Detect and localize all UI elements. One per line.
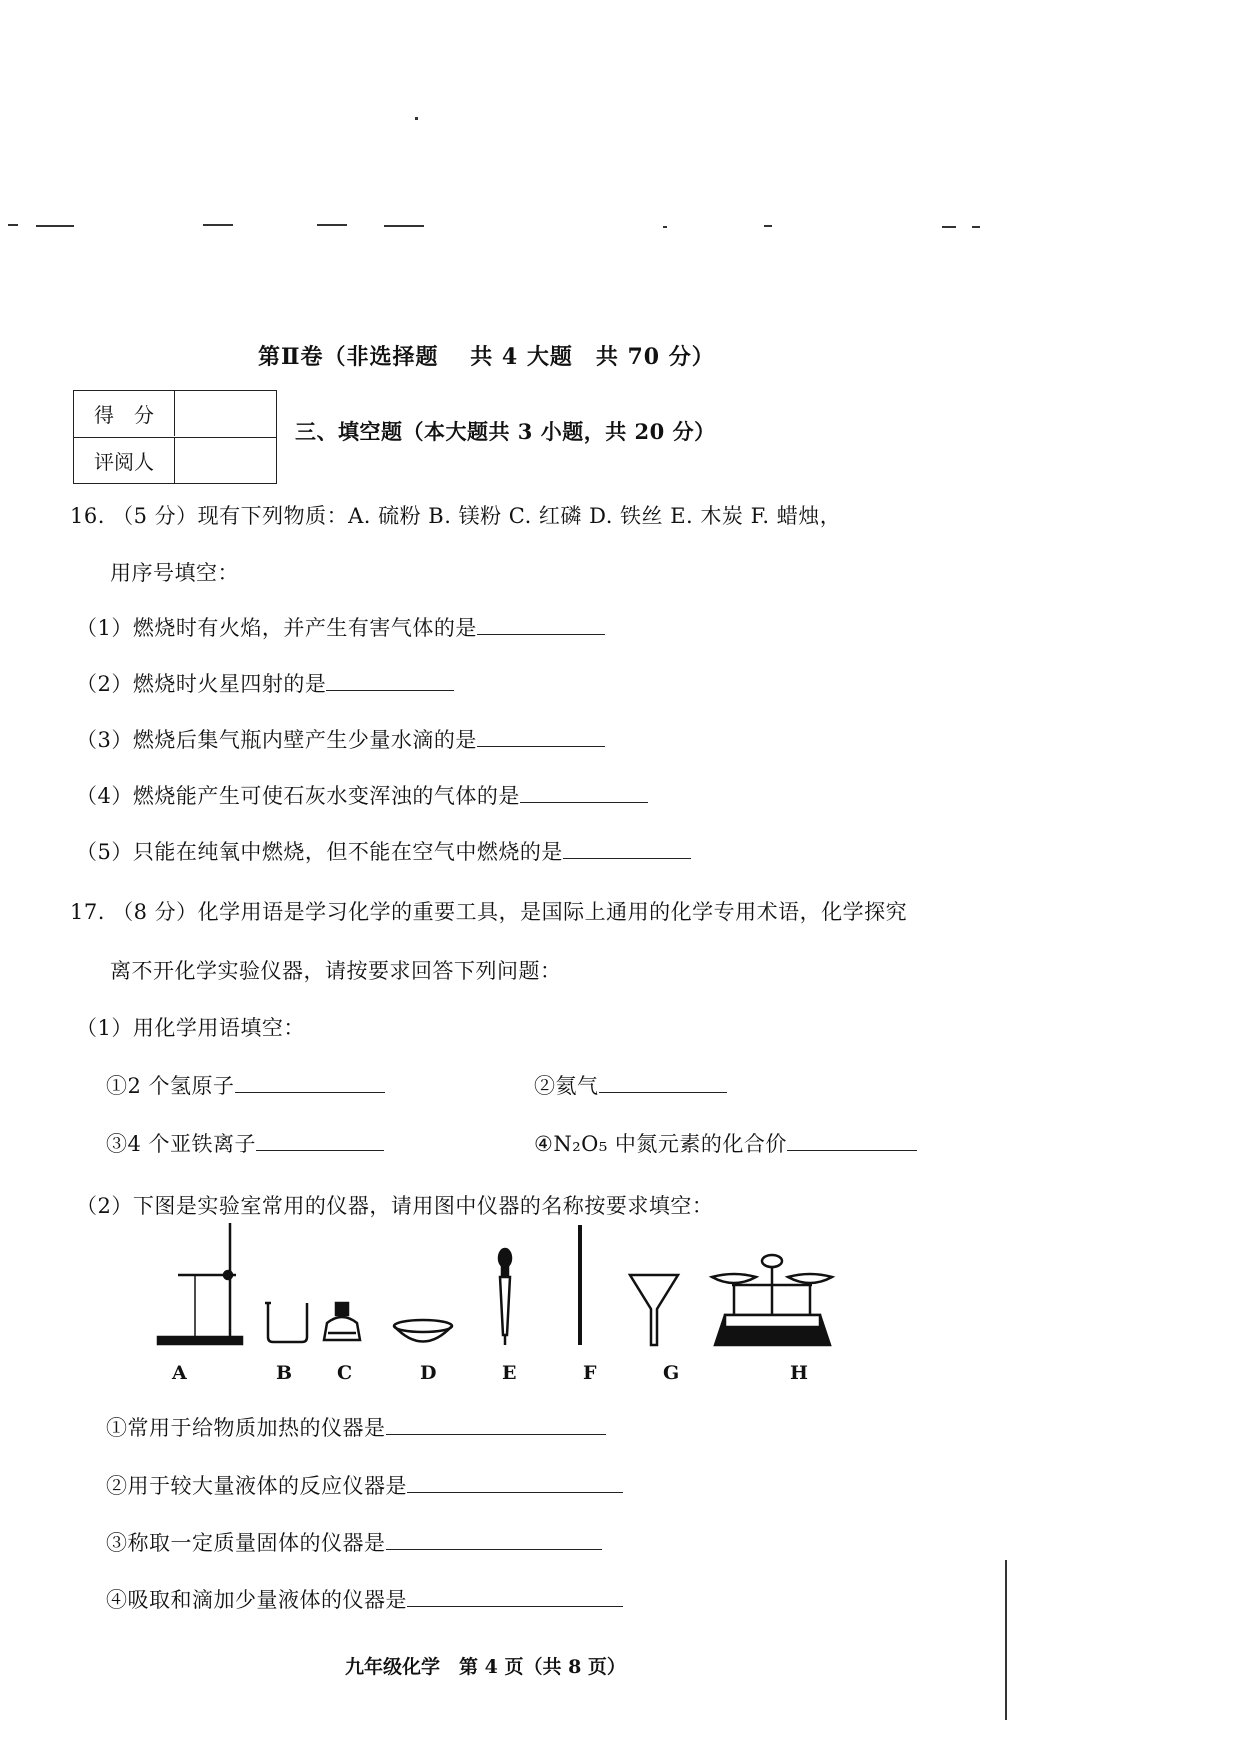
apparatus-label-f: F xyxy=(583,1362,597,1384)
q16-item-1 xyxy=(76,612,605,642)
alcohol-lamp-drawing xyxy=(324,1303,360,1340)
q17-fill-2 xyxy=(534,1070,727,1100)
q17-q4-text: ④吸取和滴加少量液体的仪器是 xyxy=(106,1588,407,1612)
q17-stem: 17. （8 分）化学用语是学习化学的重要工具，是国际上通用的化学专用术语，化学探究 xyxy=(70,900,908,924)
answer-blank[interactable] xyxy=(520,782,648,803)
q17-sub1: （1）用化学用语填空： xyxy=(76,1016,305,1040)
q17-q3-text: ③称取一定质量固体的仪器是 xyxy=(106,1531,386,1555)
scan-mark xyxy=(36,225,74,227)
q16-item-2-text: （2）燃烧时火星四射的是 xyxy=(76,672,327,696)
beaker-drawing xyxy=(265,1303,307,1342)
answer-blank[interactable] xyxy=(787,1130,917,1151)
q17-fill-3-text: ③4 个亚铁离子 xyxy=(106,1132,257,1156)
answer-blank[interactable] xyxy=(235,1072,385,1093)
scan-mark xyxy=(972,226,980,228)
score-label: 得 分 xyxy=(74,391,175,436)
apparatus-label-a: A xyxy=(172,1362,187,1384)
apparatus-label-g: G xyxy=(663,1362,680,1384)
scan-mark xyxy=(8,224,18,226)
q17-fill-4-text: ④N₂O₅ 中氮元素的化合价 xyxy=(534,1132,787,1156)
apparatus-label-d: D xyxy=(420,1362,437,1384)
apparatus-label-c: C xyxy=(337,1362,353,1384)
q17-q1 xyxy=(106,1412,606,1442)
dropper-drawing xyxy=(499,1249,511,1345)
answer-blank[interactable] xyxy=(563,838,691,859)
score-row xyxy=(74,391,276,436)
q16-item-5-text: （5）只能在纯氧中燃烧，但不能在空气中燃烧的是 xyxy=(76,840,563,864)
score-box xyxy=(73,390,277,484)
q17-fill-2-text: ②氦气 xyxy=(534,1074,599,1098)
q17-fill-3 xyxy=(106,1128,384,1158)
q17-stem-cont: 离不开化学实验仪器，请按要求回答下列问题： xyxy=(110,959,562,983)
scan-mark xyxy=(942,226,956,228)
q17-fill-4 xyxy=(534,1128,917,1158)
evaporating-dish-drawing xyxy=(394,1320,452,1342)
section-title: 第Ⅱ卷（非选择题 共 4 大题 共 70 分） xyxy=(258,344,715,370)
q16-stem-cont: 用序号填空： xyxy=(110,561,239,585)
q16-stem: 16. （5 分）现有下列物质：A. 硫粉 B. 镁粉 C. 红磷 D. 铁丝 E. 木炭 F. 蜡烛， xyxy=(70,504,842,528)
answer-blank[interactable] xyxy=(326,670,454,691)
answer-blank[interactable] xyxy=(407,1586,623,1607)
scan-mark xyxy=(415,117,418,120)
q16-item-2 xyxy=(76,668,454,698)
q17-q1-text: ①常用于给物质加热的仪器是 xyxy=(106,1416,386,1440)
scan-mark xyxy=(317,224,347,226)
answer-blank[interactable] xyxy=(407,1472,623,1493)
part3-title: 三、填空题（本大题共 3 小题，共 20 分） xyxy=(295,419,716,444)
reviewer-label: 评阅人 xyxy=(74,438,175,483)
q17-q2 xyxy=(106,1470,623,1500)
scan-mark xyxy=(384,225,424,227)
apparatus-figure xyxy=(140,1215,900,1360)
scan-edge xyxy=(1005,1560,1007,1720)
apparatus-label-e: E xyxy=(502,1362,517,1384)
balance-drawing xyxy=(712,1255,832,1345)
q17-fill-1-text: ①2 个氢原子 xyxy=(106,1074,235,1098)
apparatus-label-b: B xyxy=(276,1362,293,1384)
iron-stand-drawing xyxy=(158,1223,242,1344)
scan-mark xyxy=(663,226,667,228)
q17-q2-text: ②用于较大量液体的反应仪器是 xyxy=(106,1474,407,1498)
answer-blank[interactable] xyxy=(477,726,605,747)
q17-q4 xyxy=(106,1584,623,1614)
answer-blank[interactable] xyxy=(599,1072,727,1093)
q16-item-1-text: （1）燃烧时有火焰，并产生有害气体的是 xyxy=(76,616,477,640)
answer-blank[interactable] xyxy=(386,1414,606,1435)
q16-item-4-text: （4）燃烧能产生可使石灰水变浑浊的气体的是 xyxy=(76,784,520,808)
answer-blank[interactable] xyxy=(256,1130,384,1151)
answer-blank[interactable] xyxy=(477,614,605,635)
reviewer-row xyxy=(74,437,276,483)
funnel-drawing xyxy=(630,1275,678,1345)
apparatus-label-h: H xyxy=(790,1362,808,1384)
q16-item-3 xyxy=(76,724,605,754)
q16-item-5 xyxy=(76,836,691,866)
q17-fill-1 xyxy=(106,1070,385,1100)
scan-mark xyxy=(764,225,772,227)
q16-item-4 xyxy=(76,780,648,810)
q17-sub2: （2）下图是实验室常用的仪器，请用图中仪器的名称按要求填空： xyxy=(76,1194,714,1218)
page-footer: 九年级化学 第 4 页（共 8 页） xyxy=(345,1656,626,1678)
scan-mark xyxy=(203,224,233,226)
answer-blank[interactable] xyxy=(386,1529,602,1550)
q17-q3 xyxy=(106,1527,602,1557)
q16-item-3-text: （3）燃烧后集气瓶内壁产生少量水滴的是 xyxy=(76,728,477,752)
